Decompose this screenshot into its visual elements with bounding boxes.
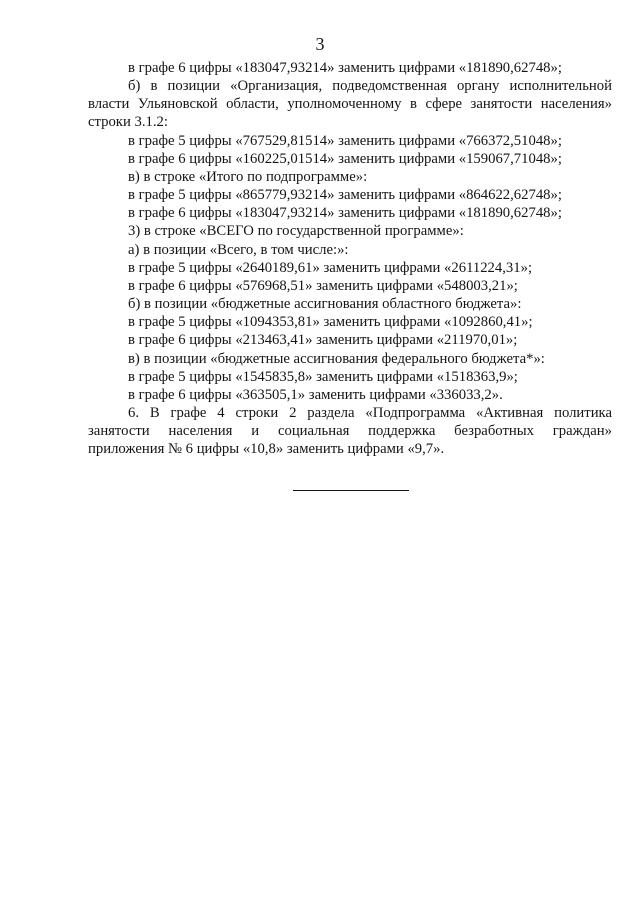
text-line: в графе 6 цифры «183047,93214» заменить цифрами «181890,62748»; [128,60,562,76]
text-line: в графе 6 цифры «183047,93214» заменить цифрами «181890,62748»; [128,205,562,222]
text-line: б) в позиции «бюджетные ассигнования областного бюджета»: [128,296,522,313]
text-line: в графе 5 цифры «1545835,8» заменить цифрами «1518363,9»; [128,368,518,385]
text-line: в графе 5 цифры «1094353,81» заменить цифрами «1092860,41»; [128,314,533,331]
text-line: в графе 6 цифры «160225,01514» заменить цифрами «159067,71048»; [128,150,562,167]
text-line: а) в позиции «Всего, в том числе:»: [128,241,349,258]
text-line: в графе 5 цифры «767529,81514» заменить цифрами «766372,51048»; [128,132,562,149]
text-line: занятости населения и социальная поддержка безработных граждан» [88,423,612,440]
page-number: 3 [315,34,325,54]
text-line: 3) в строке «ВСЕГО по государственной программе»: [128,223,464,240]
text-line: в) в позиции «бюджетные ассигнования федерального бюджета*»: [128,350,545,367]
text-line: строки 3.1.2: [88,114,168,131]
text-line: б) в позиции «Организация, подведомственная органу исполнительной [128,78,612,95]
text-line: в графе 6 цифры «576968,51» заменить цифрами «548003,21»; [128,277,518,294]
text-line: 6. В графе 4 строки 2 раздела «Подпрограмма «Активная политика [128,404,612,421]
text-line: власти Ульяновской области, уполномоченному в сфере занятости населения» [88,96,612,113]
text-line: в графе 5 цифры «2640189,61» заменить цифрами «2611224,31»; [128,259,533,276]
text-line: приложения № 6 цифры «10,8» заменить цифрами «9,7». [88,441,445,458]
text-line: в графе 6 цифры «363505,1» заменить цифрами «336033,2». [128,386,503,403]
end-separator-line [293,490,409,491]
text-line: в) в строке «Итого по подпрограмме»: [128,168,368,185]
text-line: в графе 6 цифры «213463,41» заменить цифрами «211970,01»; [128,332,518,349]
text-line: в графе 5 цифры «865779,93214» заменить цифрами «864622,62748»; [128,187,562,204]
document-body [88,59,612,458]
